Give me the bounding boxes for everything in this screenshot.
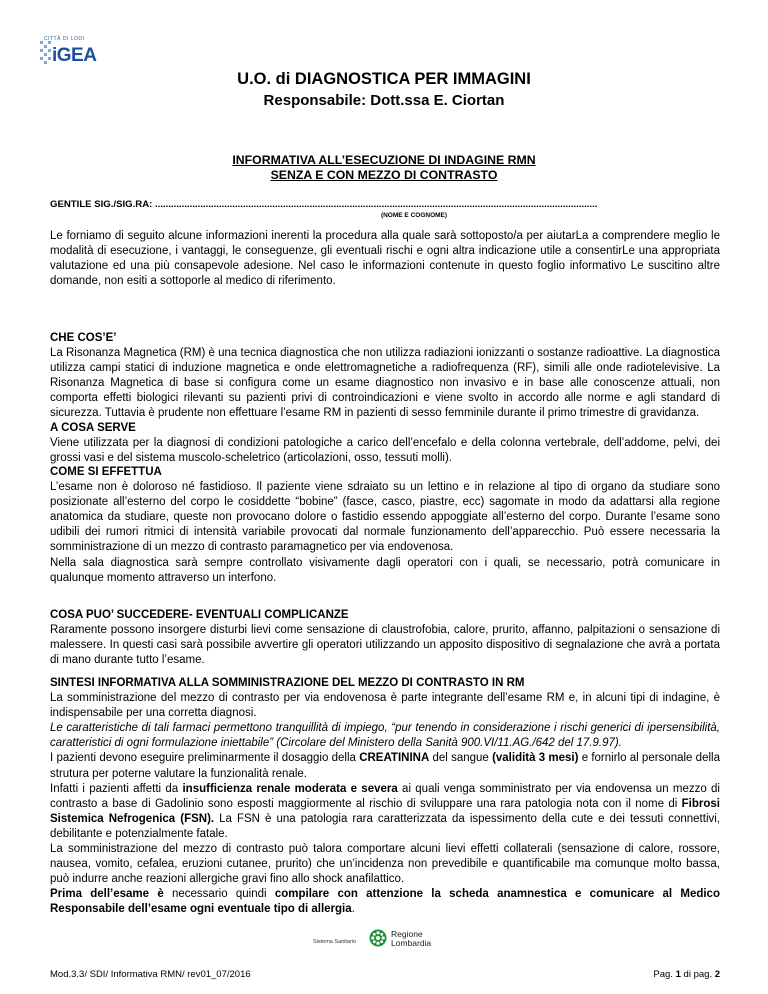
page-prefix: Pag.: [653, 969, 676, 980]
section-body-italic: Le caratteristiche di tali farmaci permettono tranquillità di impiego, “pur tenendo in considerazione i rischi generici di ipersensibilità, caratteristici di ogni formulazione iniettabile” (Circolare del Ministero della Sanità 900.VI/11.AG./642 del 17.9.97).: [50, 722, 720, 750]
text-run: del sangue: [429, 752, 493, 765]
creatinina-term: CREATININA: [359, 752, 430, 765]
patient-name-field: GENTILE SIG./SIG.RA: ......................................................................................................................................................................: [50, 199, 598, 210]
renal-term: insufficienza renale moderata e severa: [182, 782, 398, 795]
section-heading: COME SI EFFETTUA: [50, 466, 162, 478]
rosa-camuna-icon: [369, 929, 387, 947]
section-body: Raramente possono insorgere disturbi lievi come sensazione di claustrofobia, calore, prurito, affanno, palpitazioni o sensazione di malessere. In questi casi sarà possibile avvertire gli operatori utilizzando un apposito dispositivo di segnalazione che avrà a portata di mano durante tutto l’esame.: [50, 624, 720, 667]
fsn-term: Fibrosi Sistemica Nefrogenica (FSN).: [50, 797, 720, 825]
section-complicanze: [50, 608, 720, 668]
regione-lombardia-logo: [313, 929, 463, 951]
logo-brand: iGEA: [52, 45, 97, 66]
regione-lombardia-label: [391, 930, 431, 947]
section-body: L’esame non è doloroso né fastidioso. Il paziente viene sdraiato su un lettino e in relazione al tipo di organo da studiare sono posizionate all’esterno del corpo le cosiddette “bobine” (fasce, casco, piastre, ecc) sagomate in modo da adattarsi alla regione anatomica da studiare, queste non provocano dolore o fastidio essendo appoggiate all’esterno del corpo. Durante l’esame sono udibili dei rumori ritmici di intensità variabile provocati dal normale funzionamento dell’apparecchio. Può essere necessaria la somministrazione di un mezzo di contrasto paramagnetico per via endovenosa.: [50, 481, 720, 554]
text-run: ai quali venga somministrato per via endovensa un mezzo di contrasto a base di Gadolinio sono esposti maggiormente al rischio di sviluppare una rara patologia nota con il nome di: [50, 782, 720, 810]
document-code: Mod.3.3/ SDI/ Informativa RMN/ rev01_07/2016: [50, 969, 251, 980]
text-run: necessario quindi: [163, 888, 275, 901]
text-run: Prima dell’esame è: [50, 888, 164, 901]
sistema-sanitario-label: Sistema Sanitario: [313, 939, 357, 945]
section-body: La Risonanza Magnetica (RM) è una tecnica diagnostica che non utilizza radiazioni ionizzanti o sostanze radioattive. La diagnostica utilizza campi statici di induzione magnetica e onde elettromagnetiche a radiofrequenza (RF), simili alle onde radiotelevisive. La Risonanza Magnetica di base si configura come un esame diagnostico non invasivo e in base alle conoscenze attuali, non comporta effetti biologici rilevanti su pazienti privi di controindicazioni e viene svolto in accordo alle norme e agli standard di sicurezza. Tuttavia è prudente non effettuare l’esame RM in pazienti di sesso femminile durante il primo trimestre di gravidanza.: [50, 347, 720, 420]
section-body: Nella sala diagnostica sarà sempre controllato visivamente dagli operatori con i quali, se necessario, potrà comunicare in qualunque momento attraverso un interfono.: [50, 556, 720, 584]
page-number: [653, 969, 720, 980]
document-title-line2: SENZA E CON MEZZO DI CONTRASTO: [270, 168, 498, 182]
section-body: Viene utilizzata per la diagnosi di condizioni patologiche a carico dell’encefalo e della colonna vertebrale, dell’addome, pelvi, dei grossi vasi e del sistema muscolo-scheletrico (articolazioni, osso, tessuti molli).: [50, 437, 720, 465]
section-cose: [50, 331, 720, 422]
responsible-line: Responsabile: Dott.ssa E. Ciortan: [263, 92, 505, 109]
section-sintesi: [50, 676, 720, 918]
validity-term: (validità 3 mesi): [492, 752, 579, 765]
region-line: Regione: [391, 929, 423, 939]
text-run: e fornirlo al personale della strutura per poterne valutare la funzionalità renale.: [50, 752, 720, 780]
text-run: Infatti i pazienti affetti da: [50, 782, 183, 795]
intro-paragraph: Le forniamo di seguito alcune informazioni inerenti la procedura alla quale sarà sottoposto/a per aiutarLa a comprendere meglio le modalità di esecuzione, i vantaggi, le conseguenze, gli eventuali rischi e ogni altra indicazione utile a consentirLe una appropriata valutazione ed una più consapevole adesione. Nel caso le informazioni contenute in questo foglio informativo Le suscitino altre domande, non esiti a sottoporle al medico di riferimento.: [50, 230, 720, 288]
region-line: Lombardia: [391, 937, 432, 948]
section-body: La somministrazione del mezzo di contrasto per via endovenosa è parte integrante dell’esame RM e, in alcuni tipi di indagine, è indispensabile per una corretta diagnosi.: [50, 692, 720, 720]
page-current: 1: [675, 969, 681, 980]
logo-small-text: CITTÀ DI LODI: [44, 36, 85, 42]
page-total: 2: [714, 969, 720, 980]
section-heading: SINTESI INFORMATIVA ALLA SOMMINISTRAZIONE DEL MEZZO DI CONTRASTO IN RM: [50, 677, 525, 689]
patient-name-hint: (NOME E COGNOME): [380, 212, 448, 219]
text-run: La FSN è una patologia rara caratterizzata da ispessimento della cute e dei tessuti connettivi, debilitante e potenzialmente fatale.: [50, 812, 721, 840]
creatinina-paragraph: [50, 751, 720, 781]
section-body: La somministrazione del mezzo di contrasto può talora comportare alcuni lievi effetti collaterali (sensazione di calore, rossore, nausea, vomito, cefalea, eruzioni cutanee, prurito) che un’incidenza non prevedibile e quantificabile ma comunque molto bassa, può indurre anche reazioni allergiche gravi fino allo shock anafilattico.: [50, 843, 720, 886]
allergy-instruction: compilare con attenzione la scheda anamnestica e comunicare al Medico Responsabile dell’esame ogni eventuale tipo di allergia: [50, 888, 720, 916]
section-serve: [50, 421, 720, 466]
logo-pattern-icon: [40, 41, 52, 69]
fsn-paragraph: [50, 782, 720, 842]
section-heading: A COSA SERVE: [50, 422, 136, 434]
allergy-paragraph: [50, 887, 720, 917]
document-title-line1: INFORMATIVA ALL’ESECUZIONE DI INDAGINE RMN: [232, 153, 536, 167]
unit-title: U.O. di DIAGNOSTICA PER IMMAGINI: [237, 70, 531, 88]
text-run: I pazienti devono eseguire preliminarmente il dosaggio della: [50, 752, 360, 765]
text-run: .: [351, 903, 355, 916]
section-heading: CHE COS’E’: [50, 332, 117, 344]
section-heading: COSA PUO’ SUCCEDERE- EVENTUALI COMPLICANZE: [50, 609, 349, 621]
page-mid: di pag.: [680, 969, 715, 980]
section-effettua: [50, 465, 720, 586]
